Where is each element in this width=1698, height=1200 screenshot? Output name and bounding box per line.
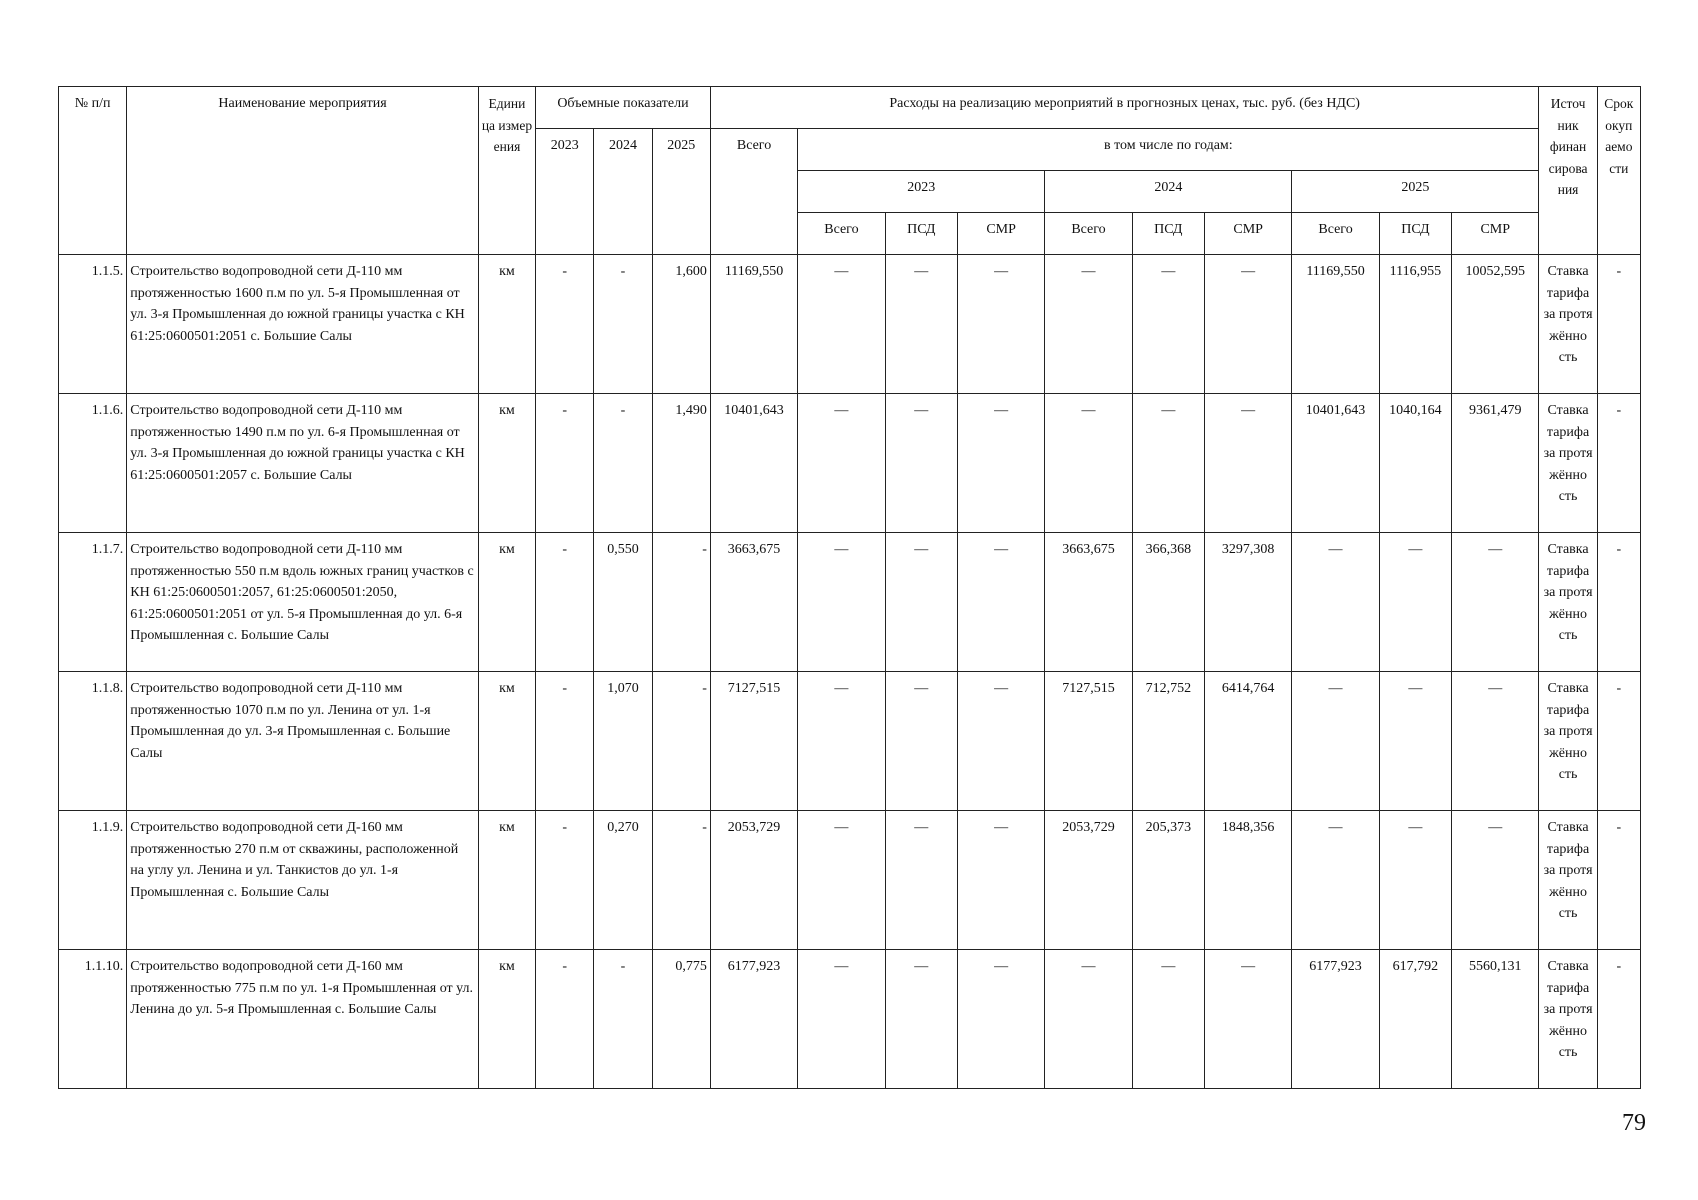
header-2025-psd: ПСД <box>1379 213 1451 255</box>
row-source: Ставка тарифа за протя жённо сть <box>1539 255 1597 394</box>
row-vol-2024: - <box>594 255 652 394</box>
row-2024-total: — <box>1045 255 1132 394</box>
row-unit: км <box>478 672 535 811</box>
row-2025-smr: 9361,479 <box>1452 394 1539 533</box>
row-num: 1.1.6. <box>59 394 127 533</box>
row-2025-total: — <box>1292 672 1379 811</box>
table-header <box>59 87 1641 255</box>
row-vol-2025: 1,600 <box>652 255 710 394</box>
row-2024-psd: — <box>1132 950 1204 1089</box>
row-vol-2023: - <box>536 533 594 672</box>
row-2023-psd: — <box>885 672 957 811</box>
row-unit: км <box>478 533 535 672</box>
row-2024-total: — <box>1045 394 1132 533</box>
row-total: 2053,729 <box>710 811 797 950</box>
row-2024-smr: — <box>1204 394 1291 533</box>
row-2025-total: 10401,643 <box>1292 394 1379 533</box>
row-2023-smr: — <box>957 533 1044 672</box>
row-name: Строительство водопроводной сети Д-160 мм протяженностью 775 п.м по ул. 1-я Промышленная от ул. Ленина до ул. 5-я Промышленная с. Большие Салы <box>127 950 479 1089</box>
row-payback: - <box>1597 950 1640 1089</box>
header-2023-smr: СМР <box>957 213 1044 255</box>
row-source: Ставка тарифа за протя жённо сть <box>1539 672 1597 811</box>
row-num: 1.1.10. <box>59 950 127 1089</box>
row-2024-psd: 205,373 <box>1132 811 1204 950</box>
row-2025-total: — <box>1292 811 1379 950</box>
row-unit: км <box>478 394 535 533</box>
header-by-years: в том числе по годам: <box>798 129 1539 171</box>
row-name: Строительство водопроводной сети Д-110 мм протяженностью 1070 п.м по ул. Ленина от ул. 1-я Промышленная до ул. 3-я Промышленная с. Большие Салы <box>127 672 479 811</box>
row-num: 1.1.5. <box>59 255 127 394</box>
row-2023-psd: — <box>885 255 957 394</box>
row-vol-2025: - <box>652 811 710 950</box>
row-2025-psd: — <box>1379 533 1451 672</box>
row-num: 1.1.7. <box>59 533 127 672</box>
row-2024-total: 2053,729 <box>1045 811 1132 950</box>
row-2025-smr: 5560,131 <box>1452 950 1539 1089</box>
row-2025-smr: 10052,595 <box>1452 255 1539 394</box>
row-source: Ставка тарифа за протя жённо сть <box>1539 950 1597 1089</box>
row-vol-2025: - <box>652 533 710 672</box>
row-2024-psd: 712,752 <box>1132 672 1204 811</box>
row-2025-smr: — <box>1452 811 1539 950</box>
row-vol-2023: - <box>536 394 594 533</box>
row-vol-2025: 0,775 <box>652 950 710 1089</box>
row-payback: - <box>1597 672 1640 811</box>
table-row <box>59 950 1641 1089</box>
row-2023-psd: — <box>885 811 957 950</box>
row-vol-2024: 0,270 <box>594 811 652 950</box>
header-2023-psd: ПСД <box>885 213 957 255</box>
row-2023-smr: — <box>957 255 1044 394</box>
header-exp-2024: 2024 <box>1045 171 1292 213</box>
row-2025-smr: — <box>1452 533 1539 672</box>
investment-table <box>58 86 1641 1089</box>
header-2024-psd: ПСД <box>1132 213 1204 255</box>
row-2025-psd: — <box>1379 811 1451 950</box>
row-vol-2023: - <box>536 255 594 394</box>
row-source: Ставка тарифа за протя жённо сть <box>1539 394 1597 533</box>
header-2025-total: Всего <box>1292 213 1379 255</box>
table-row <box>59 255 1641 394</box>
row-2023-total: — <box>798 255 885 394</box>
row-total: 11169,550 <box>710 255 797 394</box>
row-unit: км <box>478 255 535 394</box>
row-2025-psd: 617,792 <box>1379 950 1451 1089</box>
row-2023-total: — <box>798 811 885 950</box>
row-2024-psd: — <box>1132 255 1204 394</box>
row-2024-smr: — <box>1204 950 1291 1089</box>
page-number: 79 <box>1622 1110 1646 1136</box>
row-vol-2023: - <box>536 950 594 1089</box>
row-2023-smr: — <box>957 811 1044 950</box>
row-2024-total: — <box>1045 950 1132 1089</box>
row-2023-smr: — <box>957 394 1044 533</box>
row-vol-2025: 1,490 <box>652 394 710 533</box>
row-unit: км <box>478 811 535 950</box>
row-name: Строительство водопроводной сети Д-160 мм протяженностью 270 п.м от скважины, расположенной на углу ул. Ленина и ул. Танкистов до ул. 1-я Промышленная с. Большие Салы <box>127 811 479 950</box>
header-2024-total: Всего <box>1045 213 1132 255</box>
row-2023-smr: — <box>957 672 1044 811</box>
row-source: Ставка тарифа за протя жённо сть <box>1539 533 1597 672</box>
header-2024-smr: СМР <box>1204 213 1291 255</box>
table-row <box>59 672 1641 811</box>
row-2023-psd: — <box>885 533 957 672</box>
header-source: Источ ник финан сирова ния <box>1539 87 1597 255</box>
row-2024-psd: — <box>1132 394 1204 533</box>
row-2024-total: 3663,675 <box>1045 533 1132 672</box>
table-body <box>59 255 1641 1089</box>
row-2023-total: — <box>798 672 885 811</box>
row-2024-psd: 366,368 <box>1132 533 1204 672</box>
row-payback: - <box>1597 811 1640 950</box>
row-2025-total: 6177,923 <box>1292 950 1379 1089</box>
row-2023-total: — <box>798 533 885 672</box>
row-vol-2025: - <box>652 672 710 811</box>
header-2025-smr: СМР <box>1452 213 1539 255</box>
row-name: Строительство водопроводной сети Д-110 мм протяженностью 1600 п.м по ул. 5-я Промышленная от ул. 3-я Промышленная до южной границы участка с КН 61:25:0600501:2051 с. Большие Салы <box>127 255 479 394</box>
header-unit: Едини ца измер ения <box>478 87 535 255</box>
row-vol-2024: 1,070 <box>594 672 652 811</box>
table-row <box>59 811 1641 950</box>
row-total: 10401,643 <box>710 394 797 533</box>
row-2025-total: — <box>1292 533 1379 672</box>
header-2023-total: Всего <box>798 213 885 255</box>
row-2023-total: — <box>798 950 885 1089</box>
header-num: № п/п <box>59 87 127 255</box>
header-exp-2023: 2023 <box>798 171 1045 213</box>
row-2025-psd: 1116,955 <box>1379 255 1451 394</box>
row-2024-smr: 1848,356 <box>1204 811 1291 950</box>
row-total: 3663,675 <box>710 533 797 672</box>
row-vol-2024: - <box>594 950 652 1089</box>
header-vol-2024: 2024 <box>594 129 652 255</box>
row-vol-2023: - <box>536 672 594 811</box>
row-2025-smr: — <box>1452 672 1539 811</box>
row-2024-smr: 3297,308 <box>1204 533 1291 672</box>
header-vol-2023: 2023 <box>536 129 594 255</box>
row-name: Строительство водопроводной сети Д-110 мм протяженностью 550 п.м вдоль южных границ участков с КН 61:25:0600501:2057, 61:25:0600501:2050, 61:25:0600501:2051 от ул. 5-я Промышленная до ул. 6-я Промышленная с. Большие Салы <box>127 533 479 672</box>
row-vol-2023: - <box>536 811 594 950</box>
row-2023-smr: — <box>957 950 1044 1089</box>
row-num: 1.1.9. <box>59 811 127 950</box>
row-total: 7127,515 <box>710 672 797 811</box>
table-row <box>59 394 1641 533</box>
header-total: Всего <box>710 129 797 255</box>
row-unit: км <box>478 950 535 1089</box>
row-total: 6177,923 <box>710 950 797 1089</box>
row-2023-total: — <box>798 394 885 533</box>
row-2025-total: 11169,550 <box>1292 255 1379 394</box>
row-num: 1.1.8. <box>59 672 127 811</box>
header-name: Наименование мероприятия <box>127 87 479 255</box>
header-payback: Срок окуп аемо сти <box>1597 87 1640 255</box>
header-expenses: Расходы на реализацию мероприятий в прогнозных ценах, тыс. руб. (без НДС) <box>710 87 1539 129</box>
row-name: Строительство водопроводной сети Д-110 мм протяженностью 1490 п.м по ул. 6-я Промышленная от ул. 3-я Промышленная до южной границы участка с КН 61:25:0600501:2057 с. Большие Салы <box>127 394 479 533</box>
row-2023-psd: — <box>885 950 957 1089</box>
row-vol-2024: - <box>594 394 652 533</box>
header-exp-2025: 2025 <box>1292 171 1539 213</box>
row-2024-smr: 6414,764 <box>1204 672 1291 811</box>
row-payback: - <box>1597 394 1640 533</box>
row-2024-smr: — <box>1204 255 1291 394</box>
row-source: Ставка тарифа за протя жённо сть <box>1539 811 1597 950</box>
table-row <box>59 533 1641 672</box>
row-2023-psd: — <box>885 394 957 533</box>
row-payback: - <box>1597 255 1640 394</box>
header-volume: Объемные показатели <box>536 87 711 129</box>
row-2025-psd: — <box>1379 672 1451 811</box>
header-vol-2025: 2025 <box>652 129 710 255</box>
row-payback: - <box>1597 533 1640 672</box>
row-2025-psd: 1040,164 <box>1379 394 1451 533</box>
row-vol-2024: 0,550 <box>594 533 652 672</box>
row-2024-total: 7127,515 <box>1045 672 1132 811</box>
